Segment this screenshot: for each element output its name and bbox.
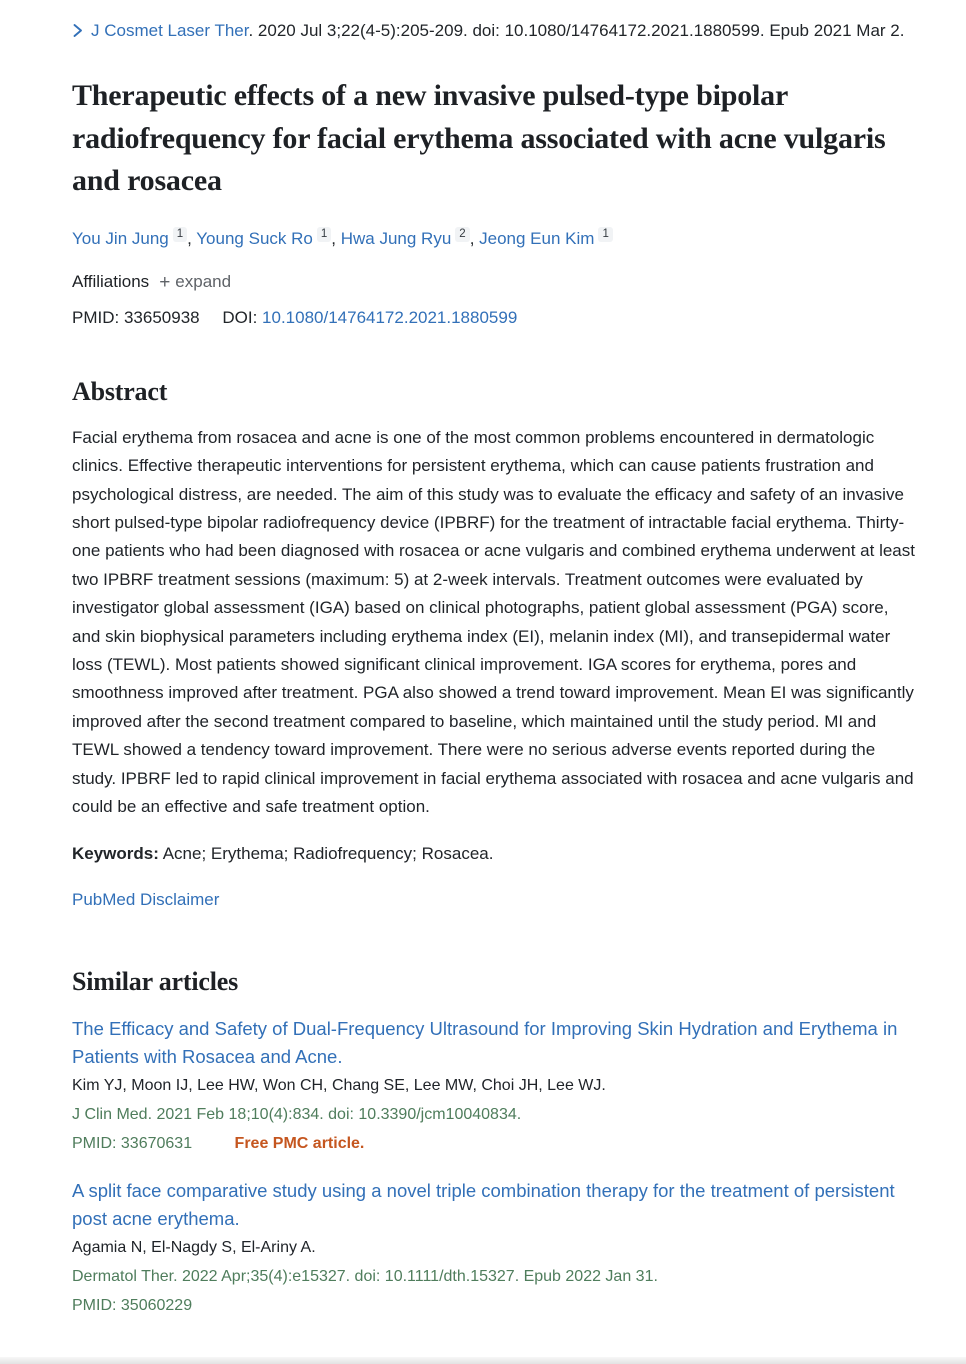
- similar-article-title-link[interactable]: A split face comparative study using a novel triple combination therapy for the treatment of persistent post acne erythema.: [72, 1180, 895, 1229]
- affiliations-label: Affiliations: [72, 271, 150, 291]
- similar-articles-heading: Similar articles: [72, 967, 239, 997]
- abstract-text: Facial erythema from rosacea and acne is one of the most common problems encountered in dermatologic clinics. Effective therapeutic interventions for persistent erythema, which can cause patients frustration and psychological distress, are needed. The aim of this study was to evaluate the efficacy and safety of an invasive short pulsed-type bipolar radiofrequency device (IPBRF) for the treatment of intractable facial erythema. Thirty-one patients who had been diagnosed with rosacea or acne vulgaris and combined erythema underwent at least two IPBRF treatment sessions (maximum: 5) at 2-week intervals. Treatment outcomes were evaluated by investigator global assessment (IGA) based on clinical photographs, patient global assessment (PGA) score, and skin biophysical parameters including erythema index (EI), melanin index (MI), and transepidermal water loss (TEWL). Most patients showed significant clinical improvement. IGA scores for erythema, pores and smoothness improved after treatment. PGA also showed a trend toward improvement. Mean EI was significantly improved after the second treatment compared to baseline, which maintained until the study period. MI and TEWL showed a tendency toward improvement. There were no serious adverse events reported during the study. IPBRF led to rapid clinical improvement in facial erythema associated with rosacea and acne vulgaris and could be an effective and safe treatment option.: [72, 427, 915, 817]
- authors-list: [72, 226, 920, 252]
- pmid-label: PMID:: [72, 1297, 117, 1315]
- author-link[interactable]: Hwa Jung Ryu: [340, 228, 452, 248]
- author-link[interactable]: Jeong Eun Kim: [479, 228, 595, 248]
- similar-article-ids: [72, 1132, 920, 1156]
- journal-citation-bar: [72, 16, 920, 48]
- similar-article-item: [72, 1177, 920, 1318]
- expand-affiliations-button[interactable]: [159, 269, 231, 296]
- similar-article-item: [72, 1015, 920, 1156]
- keywords-label: Keywords:: [72, 844, 159, 864]
- affiliations-row: [72, 269, 920, 296]
- author-separator: ,: [187, 228, 197, 248]
- similar-article-citation: J Clin Med. 2021 Feb 18;10(4):834. doi: 10.3390/jcm10040834.: [72, 1106, 522, 1124]
- abstract-heading: Abstract: [72, 376, 168, 406]
- author-link[interactable]: Young Suck Ro: [196, 228, 313, 248]
- author-affiliation-badge[interactable]: 1: [598, 227, 612, 242]
- journal-name-link[interactable]: J Cosmet Laser Ther: [91, 21, 249, 40]
- author-separator: ,: [469, 228, 480, 248]
- chevron-right-icon[interactable]: [72, 18, 83, 48]
- similar-article-authors: Agamia N, El-Nagdy S, El-Ariny A.: [72, 1239, 316, 1257]
- keywords-value: Acne; Erythema; Radiofrequency; Rosacea.: [162, 844, 494, 864]
- author-link[interactable]: You Jin Jung: [72, 228, 169, 248]
- article-title: Therapeutic effects of a new invasive pulsed-type bipolar radiofrequency for facial erythema associated with acne vulgaris and rosacea: [72, 79, 886, 198]
- pubmed-disclaimer-link[interactable]: PubMed Disclaimer: [72, 890, 220, 910]
- author-affiliation-badge[interactable]: 1: [317, 227, 331, 242]
- pmid-value: 33650938: [123, 307, 200, 327]
- abstract-section: [72, 377, 920, 911]
- expand-label: expand: [175, 271, 232, 291]
- plus-icon: +: [159, 271, 171, 293]
- pmid-value: 33670631: [120, 1135, 193, 1153]
- doi-link[interactable]: 10.1080/14764172.2021.1880599: [262, 307, 518, 327]
- similar-article-authors: Kim YJ, Moon IJ, Lee HW, Won CH, Chang SE, Lee MW, Choi JH, Lee WJ.: [72, 1077, 606, 1095]
- keywords-row: [72, 841, 920, 867]
- pmid-value: 35060229: [120, 1297, 193, 1315]
- similar-article-ids: [72, 1294, 920, 1318]
- page-bottom-divider: [0, 1357, 966, 1364]
- similar-articles-section: [72, 967, 920, 1318]
- similar-article-title-link[interactable]: The Efficacy and Safety of Dual-Frequency Ultrasound for Improving Skin Hydration and Erythema in Patients with Rosacea and Acne.: [72, 1018, 898, 1067]
- free-pmc-article-badge: Free PMC article.: [234, 1135, 365, 1153]
- epub-date-text: Epub 2021 Mar 2.: [769, 21, 905, 40]
- disclaimer-row: [72, 890, 920, 910]
- similar-article-citation: Dermatol Ther. 2022 Apr;35(4):e15327. doi: 10.1111/dth.15327. Epub 2022 Jan 31.: [72, 1268, 658, 1286]
- author-affiliation-badge[interactable]: 2: [455, 227, 469, 242]
- author-affiliation-badge[interactable]: 1: [173, 227, 187, 242]
- author-separator: ,: [331, 228, 341, 248]
- journal-citation-text: . 2020 Jul 3;22(4-5):205-209. doi: 10.1080/14764172.2021.1880599.: [248, 21, 765, 40]
- pmid-label: PMID:: [72, 1135, 117, 1153]
- pmid-label: PMID:: [72, 307, 120, 327]
- similar-articles-list: [72, 1015, 920, 1318]
- doi-label: DOI:: [222, 307, 258, 327]
- identifiers-row: [72, 305, 920, 331]
